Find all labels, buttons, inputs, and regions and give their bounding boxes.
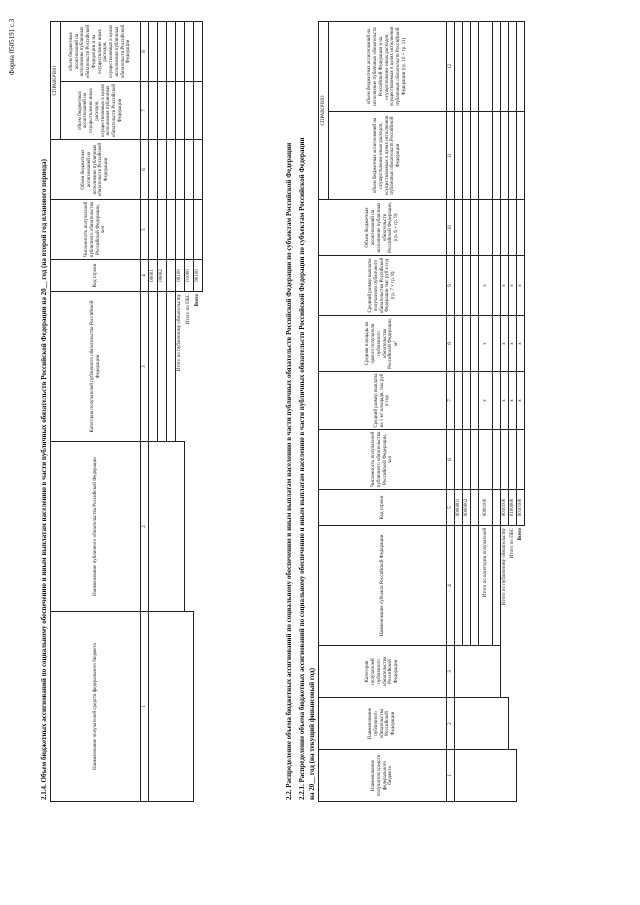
data-cell bbox=[176, 82, 185, 140]
na-mark: x bbox=[517, 372, 525, 430]
col-number: 5 bbox=[141, 200, 149, 260]
data-cell bbox=[463, 112, 471, 200]
na-mark: x bbox=[479, 256, 493, 316]
col-header-6: Объем бюджетных ассигнований на исполнение публичных обязательств Российской Федерации bbox=[51, 140, 141, 200]
data-cell bbox=[194, 200, 203, 260]
data-cell bbox=[194, 82, 203, 140]
data-cell bbox=[158, 140, 167, 200]
col-header-4: Код строки bbox=[51, 260, 141, 292]
na-mark: x bbox=[501, 372, 509, 430]
col-number: 6 bbox=[447, 430, 455, 490]
data-cell bbox=[509, 22, 517, 112]
na-mark: x bbox=[501, 256, 509, 316]
col-number: 10 bbox=[447, 200, 455, 256]
data-cell bbox=[479, 22, 493, 112]
col-number: 6 bbox=[141, 140, 149, 200]
na-mark: x bbox=[509, 256, 517, 316]
data-cell bbox=[463, 22, 471, 112]
reference-header: СПРАВОЧНО bbox=[319, 22, 329, 200]
col-number: 7 bbox=[447, 372, 455, 430]
data-cell bbox=[493, 430, 501, 490]
col-number: 8 bbox=[447, 316, 455, 372]
section-1-table bbox=[50, 21, 203, 802]
data-cell bbox=[149, 200, 158, 260]
data-cell bbox=[509, 200, 517, 256]
data-cell bbox=[158, 292, 167, 442]
data-cell bbox=[149, 442, 185, 612]
data-cell bbox=[158, 200, 167, 260]
na-mark: x bbox=[479, 372, 493, 430]
data-cell bbox=[167, 200, 176, 260]
na-mark: x bbox=[517, 256, 525, 316]
na-mark: x bbox=[517, 316, 525, 372]
total-code: 0100000 bbox=[509, 490, 517, 526]
total-label: Итого по категории получателей bbox=[482, 528, 488, 598]
data-cell bbox=[501, 112, 509, 200]
data-cell bbox=[463, 526, 471, 646]
col-number: 2 bbox=[141, 442, 149, 612]
data-cell bbox=[463, 256, 471, 316]
data-cell bbox=[471, 372, 479, 430]
col-header-7: объем бюджетных ассигнований на осуществление иных расходов, осуществляемых в целях исполнения публичных обязательств Российской Федерации bbox=[61, 82, 141, 140]
data-cell bbox=[471, 112, 479, 200]
col-header-5: Численность получателей публичного обязательства Российской Федерации, чел bbox=[51, 200, 141, 260]
form-code: Форма 0505191 с.3 bbox=[8, 18, 16, 75]
data-cell bbox=[176, 140, 185, 200]
data-cell bbox=[501, 200, 509, 256]
total-label: Итого по публичному обязательству bbox=[177, 294, 183, 372]
data-cell bbox=[463, 372, 471, 430]
col-header-6: Численность получателей публичного обязательства Российской Федерации, чел bbox=[319, 430, 447, 490]
data-cell bbox=[149, 612, 194, 802]
col-number: 7 bbox=[141, 82, 149, 140]
row-code: 0000001 bbox=[455, 490, 463, 526]
data-cell bbox=[463, 200, 471, 256]
data-cell bbox=[471, 22, 479, 112]
col-header-8: Средняя площадь на одного получателя публичного обязательства Российской Федерации, м² bbox=[319, 316, 447, 372]
data-cell bbox=[194, 22, 203, 82]
data-cell bbox=[149, 292, 158, 442]
na-mark: x bbox=[509, 316, 517, 372]
total-code: 0010100 bbox=[501, 490, 509, 526]
col-number: 5 bbox=[447, 490, 455, 526]
total-code: 01000 bbox=[185, 260, 194, 292]
data-cell bbox=[493, 112, 501, 200]
section-1-title: 2.1.4. Объем бюджетных ассигнований по социальному обеспечению и иным выплатам населению в части публичных обязательств Российской Федерации на 20__ год (на второй год планового периода) bbox=[40, 159, 48, 800]
data-cell bbox=[149, 22, 158, 82]
data-cell bbox=[471, 490, 479, 526]
data-cell bbox=[493, 490, 501, 526]
data-cell bbox=[185, 82, 194, 140]
row-code: 00002 bbox=[158, 260, 167, 292]
grand-total-label: Всего bbox=[195, 294, 201, 307]
reference-header: СПРАВОЧНО bbox=[51, 22, 61, 140]
data-cell bbox=[463, 316, 471, 372]
data-cell bbox=[479, 430, 493, 490]
data-cell bbox=[479, 112, 493, 200]
data-cell bbox=[493, 526, 501, 646]
section-2-subtitle: 2.2.1. Распределение объема бюджетных ассигнований по социальному обеспечению и иным выплатам населению в части публичных обязательств Российской Федерации по субъектам Российской Федерации bbox=[298, 137, 306, 800]
data-cell bbox=[455, 750, 517, 802]
data-cell bbox=[455, 430, 463, 490]
data-cell bbox=[493, 256, 501, 316]
data-cell bbox=[493, 22, 501, 112]
col-number: 11 bbox=[447, 112, 455, 200]
grand-total-code: 9010100 bbox=[517, 490, 525, 526]
data-cell bbox=[176, 200, 185, 260]
data-cell bbox=[501, 22, 509, 112]
data-cell bbox=[463, 430, 471, 490]
col-number: 12 bbox=[447, 22, 455, 112]
col-header-5: Код строки bbox=[319, 490, 447, 526]
col-header-7: Средний размер выплаты на 1 м² площади, тыс руб в год bbox=[319, 372, 447, 430]
data-cell bbox=[471, 430, 479, 490]
data-cell bbox=[455, 112, 463, 200]
data-cell bbox=[517, 430, 525, 490]
total-label: Итого по ПБС bbox=[509, 528, 515, 559]
data-cell bbox=[455, 256, 463, 316]
col-header-9: Средний размер выплаты получателю публичного обязательства Российской Федерации тыс руб в год (гр. 7 × гр. 8) bbox=[319, 256, 447, 316]
row-code: 00001 bbox=[149, 260, 158, 292]
data-cell bbox=[167, 22, 176, 82]
grand-total-label: Всего bbox=[517, 528, 523, 541]
data-cell bbox=[167, 140, 176, 200]
data-cell bbox=[167, 82, 176, 140]
col-number: 2 bbox=[447, 698, 455, 750]
data-cell bbox=[185, 200, 194, 260]
data-cell bbox=[455, 646, 501, 698]
data-cell bbox=[455, 200, 463, 256]
data-cell bbox=[471, 316, 479, 372]
col-number: 3 bbox=[141, 292, 149, 442]
grand-total-code: 90100 bbox=[194, 260, 203, 292]
data-cell bbox=[185, 140, 194, 200]
data-cell bbox=[479, 200, 493, 256]
data-cell bbox=[471, 256, 479, 316]
data-cell bbox=[167, 260, 176, 292]
data-cell bbox=[517, 200, 525, 256]
total-label: Итого по публичному обязательству bbox=[501, 528, 507, 606]
data-cell bbox=[493, 372, 501, 430]
data-cell bbox=[509, 112, 517, 200]
total-code: 09100 bbox=[176, 260, 185, 292]
col-header-8: объем бюджетных ассигнований на исполнение публичных обязательств Российской Федерации и на осуществление иных расходов, осуществляемых в целях исполнения публичных обязательств Российской Федерации bbox=[61, 22, 141, 82]
data-cell bbox=[455, 698, 509, 750]
data-cell bbox=[167, 292, 176, 442]
col-header-3: Категория получателей публичного обязательства Российской Федерации bbox=[51, 292, 141, 442]
data-cell bbox=[517, 22, 525, 112]
col-header-12: объем бюджетных ассигнований на исполнение публичных обязательств Российской Федерации и на осуществление иных расходов, осуществляемых в целях исполнения публичных обязательств Российской Федерации (гр. 10 + гр. 11) bbox=[329, 22, 447, 112]
data-cell bbox=[471, 200, 479, 256]
data-cell bbox=[194, 140, 203, 200]
col-number: 8 bbox=[141, 22, 149, 82]
col-header-10: Объем бюджетных ассигнований на исполнение публичных обязательств Российской Федерации, (гр. 6 × гр. 9) bbox=[319, 200, 447, 256]
col-header-1: Наименование получателей средств федерального бюджета bbox=[51, 612, 141, 802]
total-label: Итого по ПБС bbox=[186, 294, 192, 325]
data-cell bbox=[509, 430, 517, 490]
data-cell bbox=[149, 140, 158, 200]
section-2-period: на 20__ год (на текущий финансовый год) bbox=[308, 667, 316, 800]
data-cell bbox=[471, 526, 479, 646]
col-header-11: объем бюджетных ассигнований на осуществление иных расходов, осуществляемых в целях исполнения публичных обязательств Российской Федерации bbox=[329, 112, 447, 200]
col-number: 4 bbox=[447, 526, 455, 646]
data-cell bbox=[149, 82, 158, 140]
data-cell bbox=[493, 200, 501, 256]
col-header-2: Наименование публичного обязательства Российской Федерации bbox=[319, 698, 447, 750]
col-number: 1 bbox=[141, 612, 149, 802]
section-2-table bbox=[318, 21, 525, 802]
total-code: 0000100 bbox=[479, 490, 493, 526]
data-cell bbox=[493, 316, 501, 372]
col-number: 3 bbox=[447, 646, 455, 698]
col-number: 4 bbox=[141, 260, 149, 292]
row-code: 0000002 bbox=[463, 490, 471, 526]
col-number: 9 bbox=[447, 256, 455, 316]
data-cell bbox=[158, 22, 167, 82]
data-cell bbox=[455, 316, 463, 372]
data-cell bbox=[455, 372, 463, 430]
data-cell bbox=[455, 526, 463, 646]
data-cell bbox=[517, 112, 525, 200]
col-number: 1 bbox=[447, 750, 455, 802]
na-mark: x bbox=[509, 372, 517, 430]
col-header-1: Наименование получателя средств федерального бюджета bbox=[319, 750, 447, 802]
data-cell bbox=[185, 22, 194, 82]
data-cell bbox=[158, 82, 167, 140]
col-header-2: Наименование публичного обязательства Российской Федерации bbox=[51, 442, 141, 612]
col-header-4: Наименование субъекта Российской Федерации bbox=[319, 526, 447, 646]
na-mark: x bbox=[501, 316, 509, 372]
col-header-3: Категория получателей публичного обязательства Российской Федерации bbox=[319, 646, 447, 698]
data-cell bbox=[501, 430, 509, 490]
data-cell bbox=[176, 22, 185, 82]
na-mark: x bbox=[479, 316, 493, 372]
data-cell bbox=[455, 22, 463, 112]
section-2-title: 2.2. Распределение объема бюджетных ассигнований по социальному обеспечению и иным выплатам населению в части публичных обязательств Российской Федерации по субъектам Российской Федерации bbox=[285, 142, 293, 800]
